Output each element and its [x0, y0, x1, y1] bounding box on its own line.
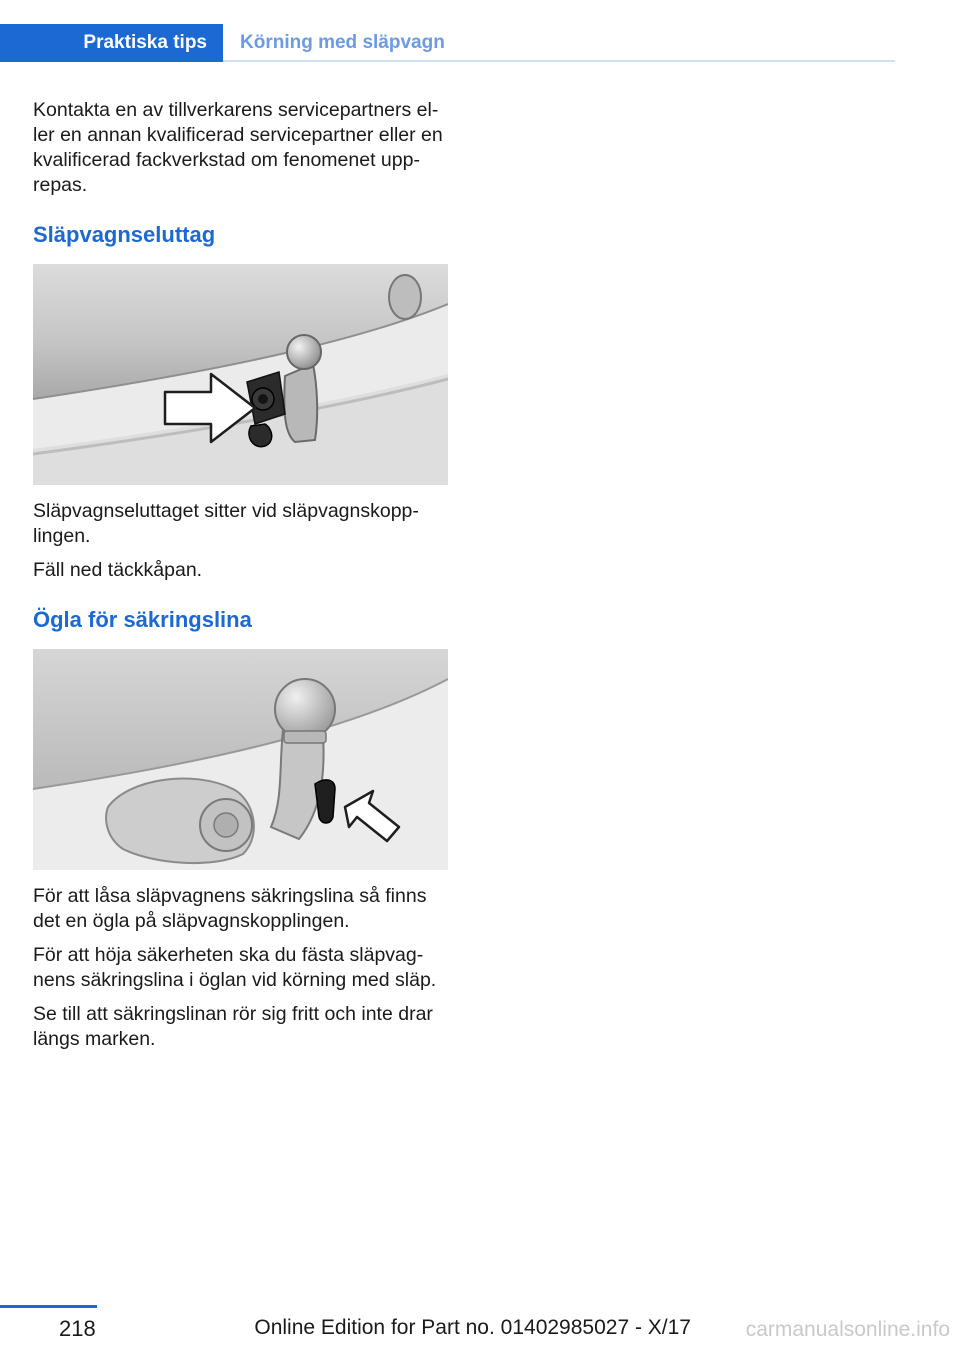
safety-cable-paragraph-2: För att höja säkerheten ska du fästa släpvagnens säkringslina i öglan vid körning med släp. — [33, 944, 437, 991]
edition-note: Online Edition for Part no. 01402985027 - X/17 — [254, 1316, 691, 1339]
header-rule — [223, 60, 895, 62]
subsection-tab[interactable] — [240, 24, 445, 62]
trailer-socket-paragraph-1: Släpvagnseluttaget sitter vid släpvagnskopplingen. — [33, 500, 419, 547]
page-number: 218 — [59, 1316, 96, 1341]
trailer-socket-illustration — [33, 264, 448, 485]
heading-trailer-socket: Släpvagnseluttag — [33, 222, 216, 247]
section-tab-label: Praktiska tips — [83, 32, 207, 53]
safety-cable-loop-illustration — [33, 649, 448, 870]
section-tab[interactable] — [0, 24, 223, 62]
subsection-tab-label: Körning med släpvagn — [240, 32, 445, 53]
intro-paragraph: Kontakta en av tillverkarens servicepartners eller en annan kvalificerad servicepartner eller en kvalificerad fackverkstad om fenomenet upprepas. — [33, 99, 443, 196]
main-content — [33, 98, 448, 1052]
safety-cable-paragraph-3: Se till att säkringslinan rör sig fritt och inte drar längs marken. — [33, 1003, 433, 1050]
heading-safety-cable-loop: Ögla för säkringslina — [33, 607, 252, 632]
footer-rule — [0, 1305, 97, 1308]
safety-cable-paragraph-1: För att låsa släpvagnens säkringslina så finns det en ögla på släpvagnskopplingen. — [33, 885, 427, 932]
figure-trailer-socket — [33, 264, 448, 485]
trailer-socket-paragraph-2: Fäll ned täckkåpan. — [33, 559, 203, 581]
figure-safety-cable-loop — [33, 649, 448, 870]
page-header — [0, 24, 895, 62]
watermark-text: carmanualsonline.info — [745, 1318, 950, 1341]
